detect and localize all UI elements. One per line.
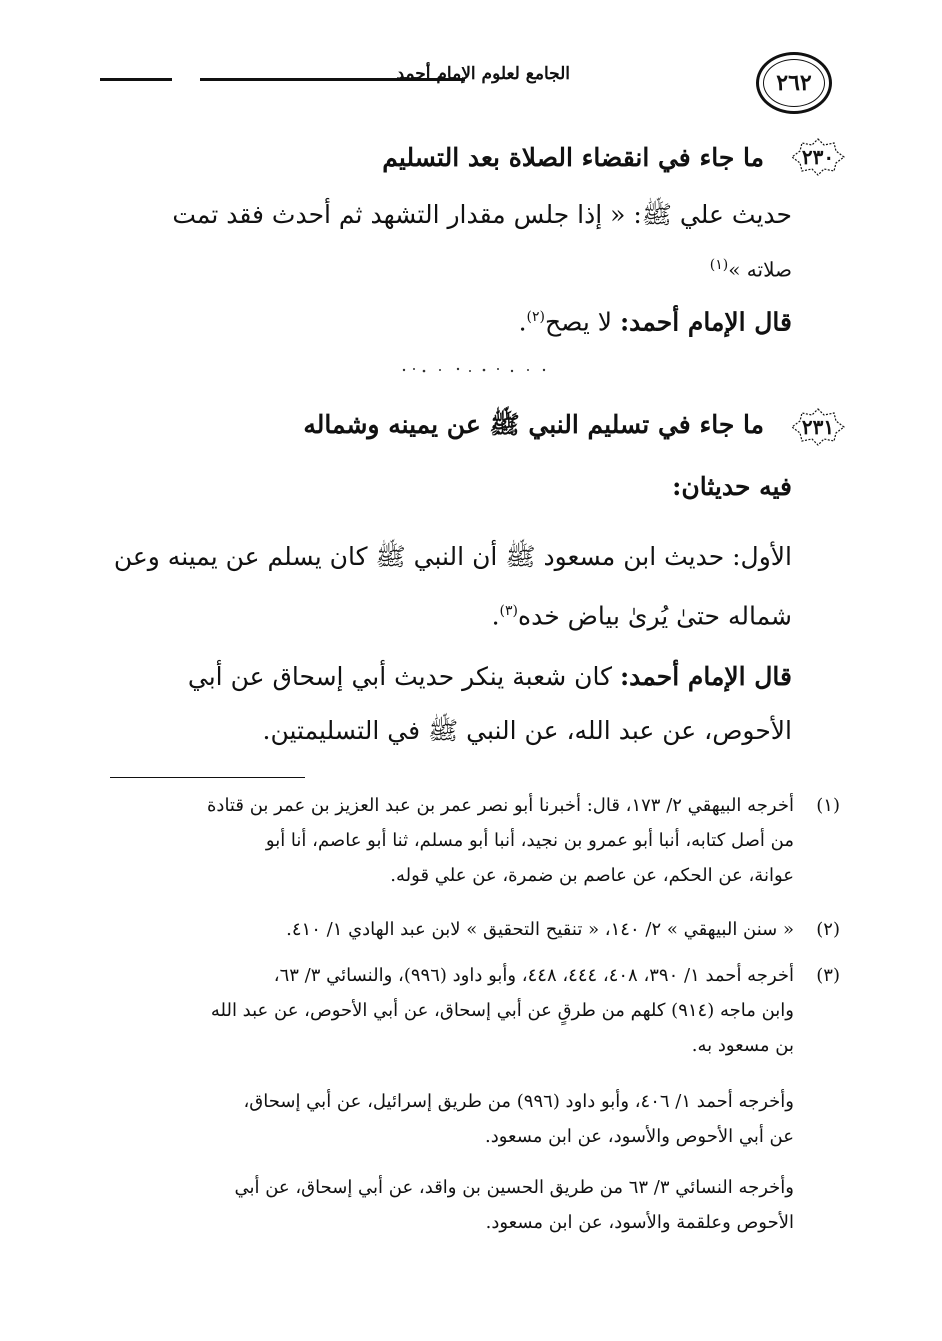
imam-text: لا يصح — [545, 307, 620, 337]
first-hadith-paragraph — [112, 530, 792, 643]
imam-statement-2 — [112, 650, 792, 758]
footnote-3-continuation-2 — [110, 1170, 794, 1240]
footnote-ref: (٢) — [526, 309, 546, 325]
footnote-line: من أصل كتابه، أنبا أبو عمرو بن نجيد، أنبا أبو مسلم، ثنا أبو عاصم، أنا أبو — [265, 830, 794, 851]
footnote-line: أخرجه البيهقي ٢/ ١٧٣، قال: أخبرنا أبو نصر عمر بن عبد العزيز بن عمر بن قتادة — [207, 795, 794, 816]
footnote-line: « سنن البيهقي » ٢/ ١٤٠، « تنقيح التحقيق » لابن عبد الهادي ١/ ٤١٠. — [286, 919, 794, 940]
footnote-ref: (٣) — [499, 603, 518, 619]
section-number-badge — [790, 407, 846, 447]
footnote-number: (٢) — [816, 919, 840, 940]
section-heading-230 — [382, 132, 846, 182]
text-line: كان شعبة ينكر حديث أبي إسحاق عن أبي — [187, 662, 620, 691]
footnote-line: عوانة، عن الحكم، عن عاصم بن ضمرة، عن علي قوله. — [390, 865, 794, 886]
imam-label: قال الإمام أحمد: — [619, 662, 792, 691]
footnote-line: بن مسعود به. — [691, 1035, 794, 1056]
section-divider-ornament — [400, 366, 550, 374]
page-number: ٢٦٢ — [776, 70, 812, 96]
section-title: ما جاء في تسليم النبي ﷺ عن يمينه وشماله — [303, 409, 764, 439]
running-title: الجامع لعلوم الإمام أحمد — [396, 64, 570, 84]
footnote-line: وابن ماجه (٩١٤) كلهم من طرقٍ عن أبي إسحاق، عن أبي الأحوص، عن عبد الله — [210, 1000, 794, 1021]
section-title: ما جاء في انقضاء الصلاة بعد التسليم — [382, 142, 764, 172]
section-intro: فيه حديثان: — [672, 472, 792, 501]
page-number-badge — [756, 52, 832, 114]
text-line: حديث علي ﷺ: « إذا جلس مقدار التشهد ثم أحدث فقد تمت — [172, 200, 792, 229]
text-line: الأول: حديث ابن مسعود ﷺ أن النبي ﷺ كان يسلم عن يمينه وعن — [113, 542, 792, 571]
footnote-number: (١) — [816, 795, 840, 816]
imam-label: قال الإمام أحمد: — [619, 307, 792, 337]
footnote-3 — [110, 958, 840, 1063]
section-heading-231 — [303, 402, 846, 452]
text-line: صلاته » — [728, 257, 792, 282]
page-header — [100, 48, 840, 112]
footnote-1 — [110, 788, 840, 893]
footnote-3-continuation-1 — [110, 1084, 794, 1154]
section-number: ٢٣٠ — [801, 145, 835, 169]
footnote-separator — [110, 777, 305, 778]
text-line: شماله حتىٰ يُرىٰ بياض خده — [518, 601, 792, 631]
footnote-2 — [110, 912, 840, 947]
footnote-ref: (١) — [709, 257, 729, 273]
section-number-badge — [790, 137, 846, 177]
footnote-line: عن أبي الأحوص والأسود، عن ابن مسعود. — [485, 1126, 794, 1147]
section-number: ٢٣١ — [801, 415, 835, 439]
header-rule — [100, 78, 172, 81]
text-line-end: . — [491, 601, 500, 631]
imam-statement — [519, 290, 792, 349]
footnote-line: وأخرجه النسائي ٣/ ٦٣ من طريق الحسين بن واقد، عن أبي إسحاق، عن أبي — [234, 1177, 794, 1198]
footnote-line: وأخرجه أحمد ١/ ٤٠٦، وأبو داود (٩٩٦) من طريق إسرائيل، عن أبي إسحاق، — [243, 1091, 794, 1112]
text-line: الأحوص، عن عبد الله، عن النبي ﷺ في التسليمتين. — [262, 716, 792, 745]
footnote-number: (٣) — [816, 965, 840, 986]
footnote-line: أخرجه أحمد ١/ ٣٩٠، ٤٠٨، ٤٤٤، ٤٤٨، وأبو داود (٩٩٦)، والنسائي ٣/ ٦٣، — [273, 965, 794, 986]
imam-text-end: . — [518, 307, 527, 337]
hadith-paragraph — [112, 188, 792, 242]
footnote-line: الأحوص وعلقمة والأسود، عن ابن مسعود. — [485, 1212, 794, 1233]
hadith-paragraph-end — [710, 240, 792, 295]
